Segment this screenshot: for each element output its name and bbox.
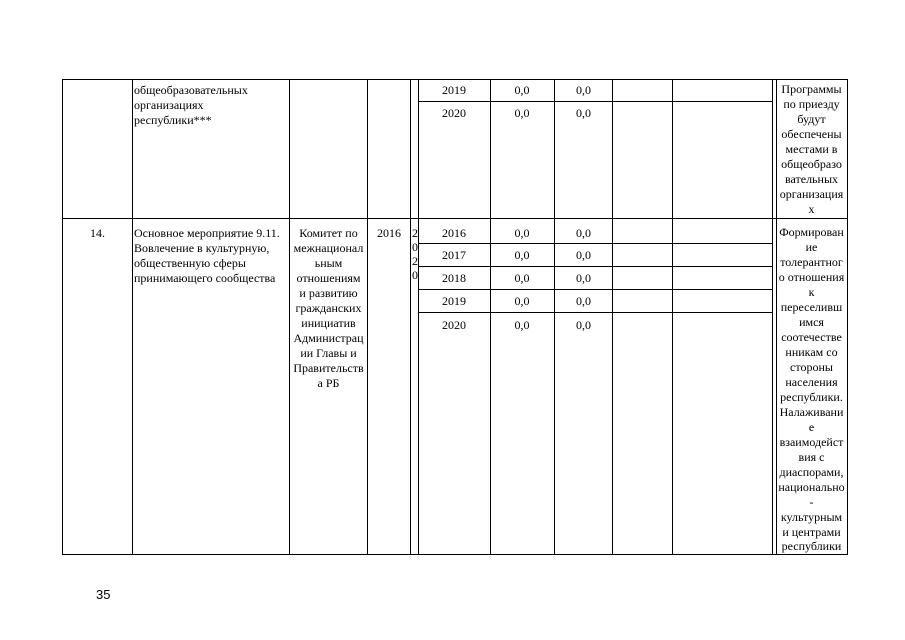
value-cell: 0,0: [514, 248, 530, 262]
row-14-name-line: принимающего сообщества: [134, 271, 276, 285]
result-line: местами в: [785, 142, 838, 156]
executor-line: а РБ: [317, 376, 340, 390]
result-line: стороны: [790, 360, 833, 374]
value-cell: 0,0: [576, 271, 591, 285]
result-line: национально: [778, 480, 845, 494]
executor-line: ьным: [314, 256, 343, 270]
value-cell: 0,0: [576, 83, 591, 97]
row-14-name-line: Основное мероприятие 9.11.: [134, 226, 280, 240]
result-line: переселивш: [780, 300, 843, 314]
result-line: по приезду: [783, 97, 840, 111]
result-line: нникам со: [785, 345, 838, 359]
result-line: толерантног: [780, 255, 843, 269]
value-cell: 0,0: [514, 83, 530, 97]
result-line: республики: [781, 539, 842, 553]
value-cell: 0,0: [514, 226, 530, 240]
executor-line: отношениям: [296, 271, 361, 285]
result-line: обеспечены: [781, 127, 842, 141]
value-cell: 0,0: [514, 106, 530, 120]
row-14-name-line: Вовлечение в культурную,: [134, 241, 270, 255]
result-line: х: [808, 202, 815, 216]
result-line: о отношения: [778, 270, 845, 284]
executor-line: гражданских: [295, 301, 362, 315]
end-year-char: 2: [412, 226, 418, 240]
value-cell: 0,0: [576, 318, 591, 332]
value-cell: 0,0: [514, 318, 530, 332]
result-line: ие: [805, 240, 818, 254]
result-line: Налаживани: [779, 405, 844, 419]
year-cell: 2019: [442, 294, 466, 308]
result-line: е: [808, 420, 815, 434]
end-year-char: 0: [412, 240, 418, 254]
value-cell: 0,0: [576, 226, 591, 240]
result-line: диаспорами,: [779, 465, 844, 479]
result-line: общеобразо: [781, 157, 842, 171]
value-cell: 0,0: [576, 294, 591, 308]
value-cell: 0,0: [514, 271, 530, 285]
result-line: организация: [779, 187, 844, 201]
value-cell: 0,0: [514, 294, 530, 308]
executor-line: Комитет по: [299, 226, 358, 240]
result-line: Формирован: [779, 225, 844, 239]
year-cell: 2018: [442, 271, 466, 285]
row-top-name-line: общеобразовательных: [134, 83, 248, 97]
start-year: 2016: [377, 226, 401, 240]
executor-line: Правительств: [293, 361, 364, 375]
result-line: -: [809, 495, 814, 509]
value-cell: 0,0: [576, 248, 591, 262]
year-cell: 2017: [442, 248, 466, 262]
row-14-name-line: общественную сферы: [134, 256, 246, 270]
result-line: и центрами: [782, 525, 841, 539]
result-line: соотечестве: [781, 330, 842, 344]
result-line: будут: [797, 112, 826, 126]
result-line: культурным: [780, 510, 843, 524]
result-line: взаимодейст: [779, 435, 844, 449]
end-year-char: 0: [412, 268, 418, 282]
year-cell: 2019: [442, 83, 466, 97]
result-line: к: [808, 285, 815, 299]
result-line: Программы: [781, 82, 842, 96]
executor-line: межнационал: [293, 241, 364, 255]
year-cell: 2016: [442, 226, 466, 240]
executor-line: Администрац: [293, 331, 364, 345]
result-line: вия с: [798, 450, 825, 464]
year-cell: 2020: [442, 318, 466, 332]
executor-line: инициатив: [301, 316, 356, 330]
result-line: республики.: [780, 390, 843, 404]
page-number: 35: [96, 587, 111, 602]
result-line: населения: [785, 375, 838, 389]
row-number: 14.: [90, 226, 105, 240]
result-line: вательных: [784, 172, 839, 186]
row-top-name-line: организациях: [134, 98, 204, 112]
row-top-name-line: республики***: [134, 113, 212, 127]
executor-line: ии Главы и: [300, 346, 357, 360]
result-line: имся: [799, 315, 824, 329]
end-year-char: 2: [412, 254, 418, 268]
year-cell: 2020: [442, 106, 466, 120]
executor-line: и развитию: [299, 286, 358, 300]
value-cell: 0,0: [576, 106, 591, 120]
